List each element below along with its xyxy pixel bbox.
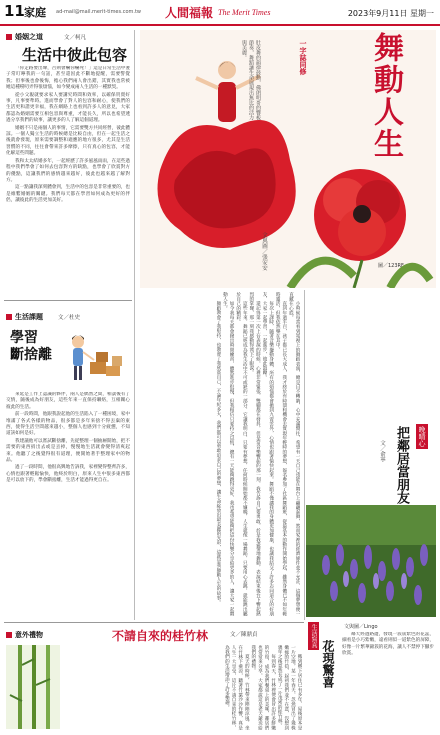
paragraph: 我和太太結婚多年，一起經歷了許多風風雨雨，在這些過程中我們學會了如何去包容對方的缺點，也學會了欣賞對方的優點，這讓我們的感情越來越好，彼此也越來越了解對方。 (6, 158, 130, 183)
bamboo-illustration (6, 645, 60, 729)
section-tag-unexpected-gift (6, 630, 43, 640)
tag-marker-icon (6, 314, 12, 320)
article5-byline: 文與圖／Lingo (344, 624, 378, 630)
paragraph: 這一點讓我深刻體會到，生活中的包容是非常重要的，也是維繫婚姻的關鍵。我們每天都在學習如何成為更好的伴侶，讓彼此的生活更加美好。 (6, 185, 130, 204)
tag-marker-icon (6, 632, 12, 638)
article5-tag: 生活寫真 (310, 624, 317, 648)
paragraph: 從小父親就要求家人要講究時間和效率，以確保買賣好事，凡事要準時。進而學會了對人的包容和耐心，使我們的生活更和諧更幸福，我在網路上也看到許多人的意見，大家都認為婚姻需要互相包容與尊重，才能長久，所以也希望透過分享我們的故事，讓更多的人了解這個道理。 (6, 92, 130, 124)
lavender-photo (306, 505, 436, 617)
paragraph: 婚姻不只是兩個人的事情，它需要雙方共同經營，彼此體諒。一個人獨立生活的時候總是比較自由，但在一起生活之後就會發現，原來需要調整和適應的地方很多，尤其是生活習慣的不同，往往會帶來許多摩擦，只有真心的包容，才能化解這些問題。 (6, 125, 130, 157)
article1-byline: 文／柯凡 (64, 35, 87, 41)
paragraph: 夏天的時候，竹林帶來陣陣涼風，坐在竹林下乘涼，聽著竹葉沙沙作響，真是人生一大享受，這片不請自來的桂竹林，為我們的生活增添了許多樂趣。 (224, 645, 250, 730)
article6-headline: 不請自來的桂竹林 (112, 629, 209, 643)
section-tag-marriage (6, 32, 43, 42)
paragraph: 每次上課時，隨著音樂擺動身體，所有的煩惱都會拋到九霄雲外，心情也跟著愉快起來。舞蹈不僅讓我的身體更加健康，也讓我結交了許多志同道合的好朋友，大家一起學習，一起進步，彼此鼓勵。 (262, 292, 274, 616)
paragraph: 如今我每天都會撥出時間練習，雖然進步很慢，但我相信只要持之以恆，總有一天能夠跳得更好，我也希望能夠把這份快樂分享給更多的人，讓大家一起舞動人生。 (222, 292, 235, 616)
issue-date: 2023年9月11日 星期一 (347, 9, 434, 18)
article3-body (140, 292, 300, 617)
paragraph: 我建議他可以嘗試斷捨離，先從整理一個抽屜開始，把不需要的東西捐出去或是丟掉，慢慢地生活就會變得清爽起來。他聽了之後覺得很有道理，便開始著手整理家中的物品。 (6, 438, 130, 464)
tag-label: 意外禮物 (15, 631, 43, 639)
article1-body (6, 66, 130, 298)
paragraph: 每到春天，竹林裡便會冒出許多鮮嫩的竹筍，成為我們餐桌上的美味，鄰居們也常常來分享，大家都說這是老天爺送給我們的禮物。 (250, 645, 276, 730)
tag-label: 生活課題 (15, 313, 43, 321)
article2-body (6, 392, 130, 618)
paragraph: 直到年過半百，孩子都已長大成人，我才終於有時間和機會去實現年輕時的夢想，報名參加了社區舞蹈班，從最基本的動作開始學起，雖然身體已不如年輕時靈活，但我依然樂在其中。 (275, 292, 287, 616)
column-divider (304, 290, 305, 620)
article4-byline: 文／俞寧 (379, 440, 385, 462)
article6-body (64, 645, 302, 731)
masthead-logo-en: The Merit Times (218, 7, 271, 17)
column-divider (134, 30, 135, 620)
paragraph: 舞蹈教會了我堅持，也教會了我欣賞自己，不論年紀多大，我們都可以勇敢追求自己的夢想，讓生命綻放出最美麗的光彩，這就是我舞動人生的故事。 (215, 301, 221, 605)
article5-title: 花現驚喜 (321, 640, 335, 688)
contact-url: ad-mail@mail.merit-times.com.tw (56, 9, 142, 15)
article2-byline: 文／杜史 (58, 315, 81, 321)
article3-subtitle: 一字誌同修 (299, 40, 307, 75)
article4-title: 把鄰居當朋友 (394, 426, 409, 504)
headline-line: 斷捨離 (10, 347, 52, 363)
page-header (0, 0, 440, 26)
declutter-illustration (62, 322, 132, 388)
masthead (165, 3, 275, 21)
tag-marker-icon (6, 34, 12, 40)
article2-headline (10, 330, 52, 364)
section-name: 家庭 (24, 6, 46, 19)
article6-byline: 文／陳鼎貞 (230, 632, 258, 638)
paragraph: 來延是工作上認識的夥伴，兩人是偶然之間，相談後有了交情，隨後成為好朋友，這些年來一直保持聯絡，互相關心彼此的生活。 (6, 392, 130, 410)
photo-credit: 圖／123RF (378, 263, 404, 269)
paragraph: 還記得第一次上台表演的時候，心裡非常緊張，雙腳都在發抖，但是當音樂響起的那一刻，我告訴自己要勇敢，於是我盡情地舞動，表演結束後台下響起熱烈的掌聲，那一刻我感動得流下了眼淚。 (248, 292, 261, 616)
paragraph: 「你走路要出聲，否則會嚇你嚇死！」這是日常生活中妻子常叮嚀我的一句話，甚至還因此不斷地提醒，需要警覺我；但事後也會後悔，擔心我們兩人會出錯，其實我也常被她這種嘮叨弄得很煩惱，如今變成兩人生活的一種默契。 (6, 66, 130, 91)
section-tag-life-topic (6, 312, 43, 322)
paragraph: 這些年來，舞蹈已經成為我生活中不可或缺的一部分，它讓我明白，只要有夢想，任何時候開始都不嫌晚，人生就像一場舞蹈，只要用心去跳，就能跳出屬於自己的精彩。 (235, 292, 248, 616)
paragraph: 前一段時間，他跟我說起他的生活陷入了一種困境，家中堆滿了各式各樣的物品，很多都是多年來捨不得丟棄的東西，使得生活空間越來越小，整個人也感到十分疲憊，不知道該如何是好。 (6, 412, 130, 437)
tag-label: 婚姻之道 (15, 33, 43, 41)
article1-headline: 生活中彼此包容 (22, 46, 128, 64)
article4-tag: 晚晴心 (418, 426, 426, 447)
article3-byline: 文與圖／張安安 (261, 232, 267, 271)
paragraph: 小時候每當看到電視上的舞蹈表演，總是目不轉睛，心中充滿嚮往，希望有一天自己也能在舞台上翩翩起舞，然而家裡的經濟條件並不允許，這個夢想便一直藏在心底。 (288, 292, 300, 616)
page-number: 11 (4, 2, 25, 20)
paragraph: 鄰天經過路邊，發現一簇簇紫色的花蕊，細看是小巧紫嫩，遠看則似一道紫色的屏障，好像一片繁華錦簇的花海，讓人不禁停下腳步欣賞。 (342, 632, 434, 657)
paragraph: 過了一段時間，他很高興地告訴我，家裡變得整齊許多，心情也跟著輕鬆愉快，他終於明白，原來人生中很多東西都是可以放下的，學會斷捨離，生活才能過得更自在。 (6, 465, 130, 484)
headline-line: 學習 (10, 330, 38, 346)
article3-intro: 肚皮舞的韻律鼓動，佛朗明哥的響板節奏，舞蹈讓生命展現出無比的活力與美麗。 (241, 40, 261, 120)
paragraph: 搬到鄉下居住已有多年，屋後原本是一片空地，某一年春天，忽然冒出了幾株嫩綠的竹筍，起初我們並不在意，沒想到幾年之後竟然長成了一片茂密的桂竹林。 (277, 645, 302, 730)
article5-body (342, 632, 434, 692)
divider (4, 300, 132, 301)
divider (4, 622, 304, 623)
article3-title: 舞動人生 (368, 32, 403, 160)
masthead-logo-cn: 人間福報 (165, 5, 214, 20)
